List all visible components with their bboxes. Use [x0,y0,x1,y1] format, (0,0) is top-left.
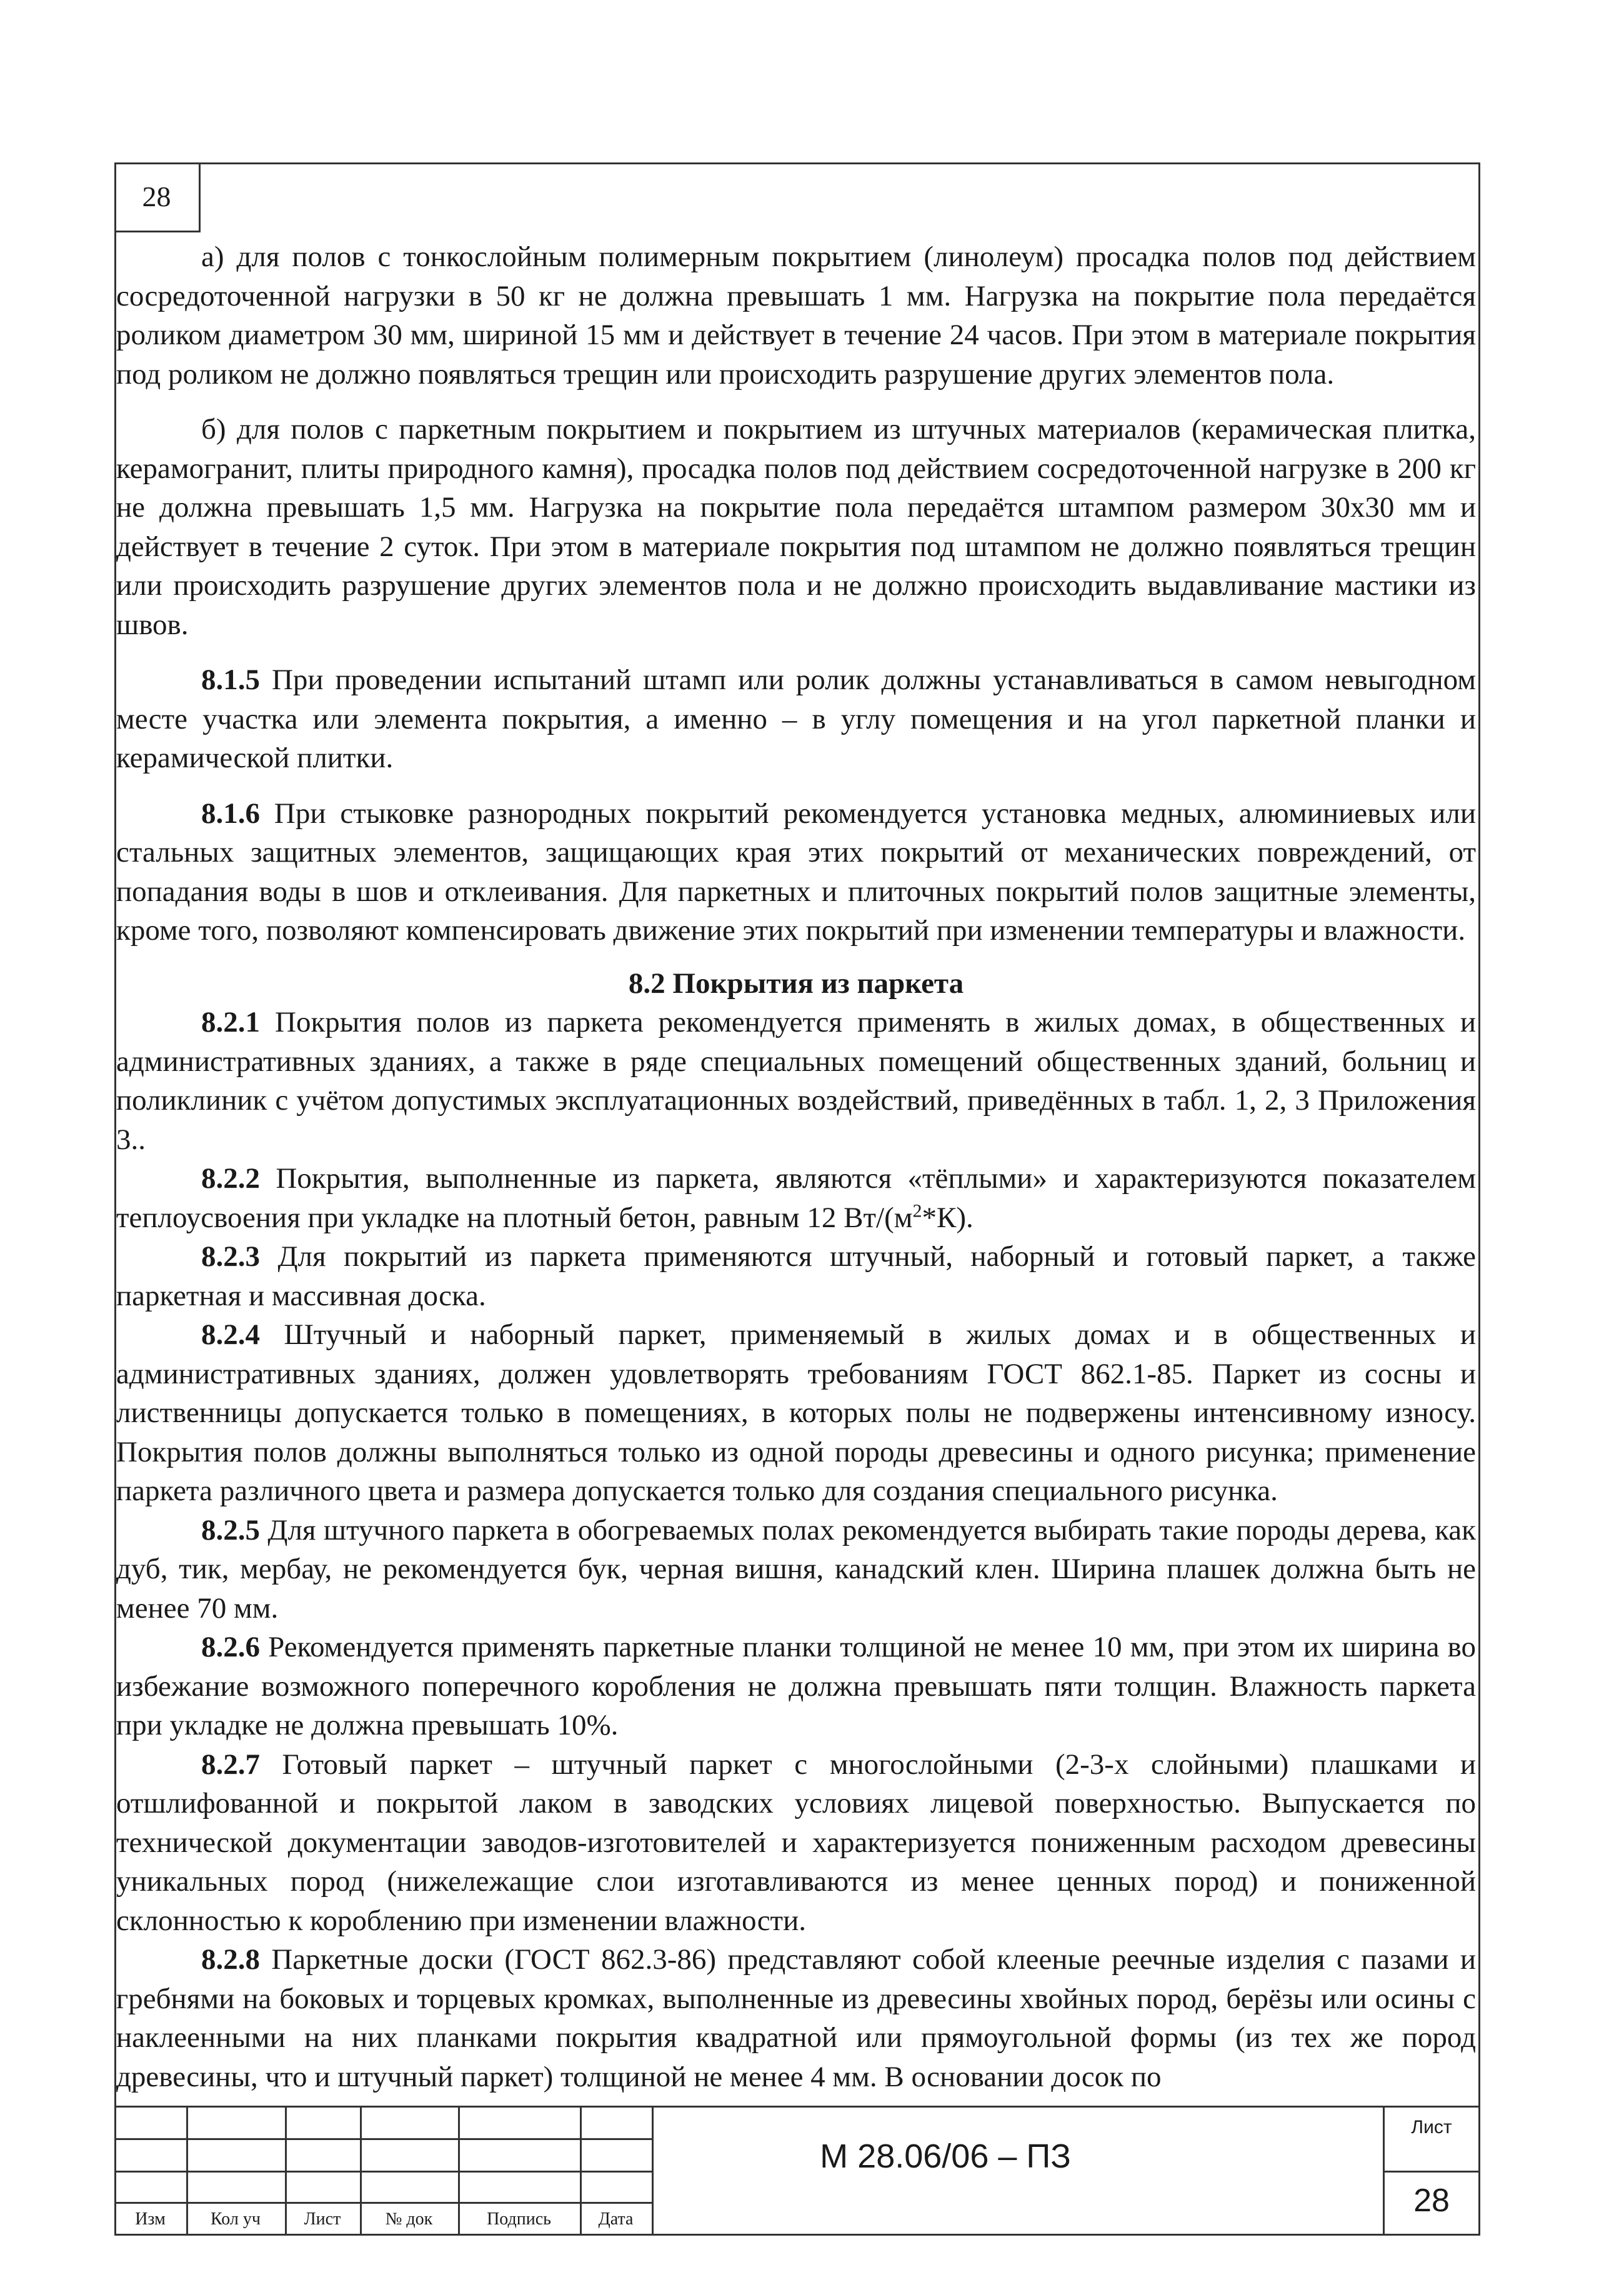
sheet-label: Лист [1411,2117,1452,2138]
paragraph-8-2-6: 8.2.6 Рекомендуется применять паркетные планки толщиной не менее 10 мм, при этом их ширина во избежание возможного поперечного коробления не должна превышать пяти толщин. Влажность паркета при укладке не должна превышать 10%. [116,1631,1477,1741]
paragraph-8-2-7: 8.2.7 Готовый паркет – штучный паркет с многослойными (2-3-х слойными) плашками и отшлифованной и покрытой лаком в заводских условиях лицевой поверхностью. Выпускается по технической документации заводов-изготовителей и характеризуется пониженным расходом древесины уникальных пород (нижележащие слои изготавливаются из менее ценных пород) и пониженной склонностью к короблению при изменении влажности. [116,1748,1477,1937]
col-label-list: Лист [304,2209,341,2229]
paragraph-b: б) для полов с паркетным покрытием и покрытием из штучных материалов (керамическая плитка, керамогранит, плиты природного камня), просадка полов под действием сосредоточенной нагрузке в 200 кг не должна превышать 1,5 мм. Нагрузка на покрытие пола передаётся штампом размером 30х30 мм и действует в течение 2 суток. При этом в материале покрытия под штампом не должно появляться трещин или происходить разрушение других элементов пола и не должно происходить выдавливание мастики из швов. [116,413,1476,641]
col-label-doc-no: № док [385,2209,433,2229]
title-block [114,2106,1480,2236]
sheet-number: 28 [1413,2183,1450,2219]
paragraph-8-2-8: 8.2.8 Паркетные доски (ГОСТ 862.3-86) представляют собой клееные реечные изделия с пазами и гребнями на боковых и торцевых кромках, выполненные из древесины хвойных пород, берёзы или осины с наклеенными на них планками покрытия квадратной или прямоугольной формы (из тех же пород древесины, что и штучный паркет) толщиной не менее 4 мм. В основании досок по [116,1943,1477,2093]
col-label-signature: Подпись [487,2209,551,2229]
section-heading: 8.2 Покрытия из паркета [628,967,964,1000]
col-label-kol-uch: Кол уч [211,2209,261,2229]
page-number-top: 28 [114,162,201,232]
paragraph-8-2-1: 8.2.1 Покрытия полов из паркета рекомендуется применять в жилых домах, в общественных и административных зданиях, а также в ряде специальных помещений общественных зданий, больниц и поликлиник с учётом допустимых эксплуатационных воздействий, приведённых в табл. 1, 2, 3 Приложения 3.. [116,1006,1476,1156]
document-code: М 28.06/06 – ПЗ [820,2138,1071,2175]
paragraph-8-2-5: 8.2.5 Для штучного паркета в обогреваемых полах рекомендуется выбирать такие породы дерева, как дуб, тик, мербау, не рекомендуется бук, черная вишня, канадский клен. Ширина плашек должна быть не менее 70 мм. [116,1513,1477,1625]
title-block-row-line [114,2138,652,2140]
paragraph-8-2-4: 8.2.4 Штучный и наборный паркет, применяемый в жилых домах и в общественных и административных зданиях, должен удовлетворять требованиям ГОСТ 862.1-85. Паркет из сосны и лиственницы допускается только в помещениях, в которых полы не подвержены интенсивному износу. Покрытия полов должны выполняться только из одной породы древесины и одного рисунка; применение паркета различного цвета и размера допускается только для создания специального рисунка. [116,1318,1477,1507]
title-block-row-line [114,2202,652,2204]
paragraph-8-2-2: 8.2.2 Покрытия, выполненные из паркета, являются «тёплыми» и характеризуются показателем теплоусвоения при укладке на плотный бетон, равным 12 $Вт/(м^2*К)$. [116,1162,1477,1234]
paragraph-8-2-3: 8.2.3 Для покрытий из паркета применяются штучный, наборный и готовый паркет, а также паркетная и массивная доска. [116,1240,1477,1312]
col-label-date: Дата [598,2209,634,2229]
document-body [116,237,1476,2096]
title-block-top-line [114,2106,1480,2108]
title-block-row-line [114,2171,652,2173]
col-label-izm: Изм [135,2209,166,2229]
paragraph-a: а) для полов с тонкослойным полимерным покрытием (линолеум) просадка полов под действием сосредоточенной нагрузки в 50 кг не должна превышать 1 мм. Нагрузка на покрытие пола передаётся роликом диаметром 30 мм, шириной 15 мм и действует в течение 24 часов. При этом в материале покрытия под роликом не должно появляться трещин или происходить разрушение других элементов пола. [116,241,1476,391]
paragraph-8-1-5: 8.1.5 При проведении испытаний штамп или ролик должны устанавливаться в самом невыгодном месте участка или элемента покрытия, а именно – в углу помещения и на угол паркетной планки и керамической плитки. [116,664,1477,774]
sheet-cell-line [1383,2171,1480,2173]
paragraph-8-1-6: 8.1.6 При стыковке разнородных покрытий рекомендуется установка медных, алюминиевых или стальных защитных элементов, защищающих края этих покрытий от механических повреждений, от попадания воды в шов и отклеивания. Для паркетных и плиточных покрытий полов защитные элементы, кроме того, позволяют компенсировать движение этих покрытий при изменении температуры и влажности. [116,797,1477,947]
